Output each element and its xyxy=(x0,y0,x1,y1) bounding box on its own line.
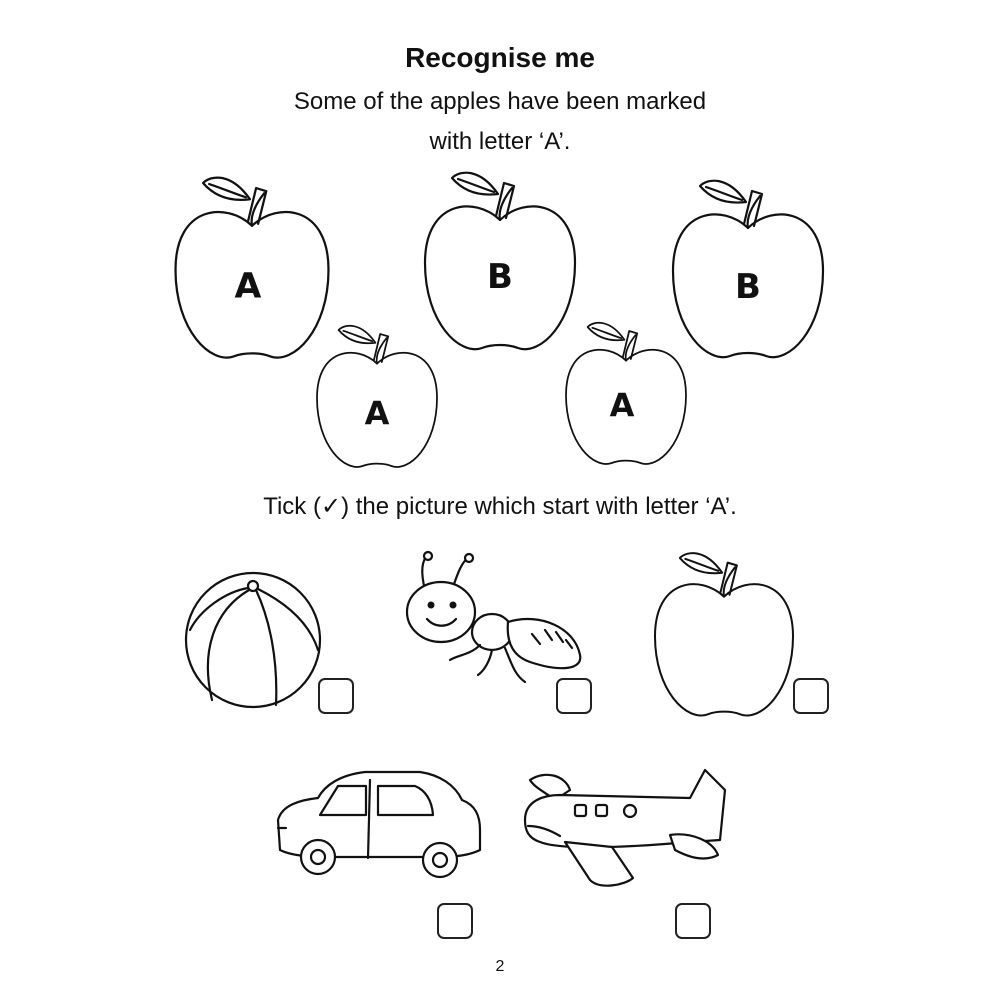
instruction-line-1: Some of the apples have been marked xyxy=(293,88,707,115)
ant-icon xyxy=(407,552,580,682)
ball-checkbox[interactable] xyxy=(318,678,354,714)
car-icon xyxy=(278,772,480,877)
tick-instruction: Tick (✓) the picture which start with letter ‘A’. xyxy=(263,493,737,520)
apple-2 xyxy=(425,173,575,350)
page-title: Recognise me xyxy=(405,42,595,73)
airplane-icon xyxy=(525,770,725,886)
apple-1 xyxy=(176,178,329,358)
page-number: 2 xyxy=(495,958,505,975)
apple-letter: A xyxy=(609,386,635,425)
apple-5 xyxy=(566,323,686,464)
ant-checkbox[interactable] xyxy=(556,678,592,714)
apple-letter: A xyxy=(234,266,262,307)
apple-icon xyxy=(655,553,793,715)
apple-letter: B xyxy=(487,257,513,297)
apple-letter: A xyxy=(364,394,390,433)
ball-icon xyxy=(186,573,320,707)
instruction-line-2: with letter ‘A’. xyxy=(429,128,571,155)
apple-3 xyxy=(673,181,823,358)
apple-4 xyxy=(317,326,437,467)
apple-checkbox[interactable] xyxy=(793,678,829,714)
airplane-checkbox[interactable] xyxy=(675,903,711,939)
apple-letter: B xyxy=(735,267,761,307)
car-checkbox[interactable] xyxy=(437,903,473,939)
